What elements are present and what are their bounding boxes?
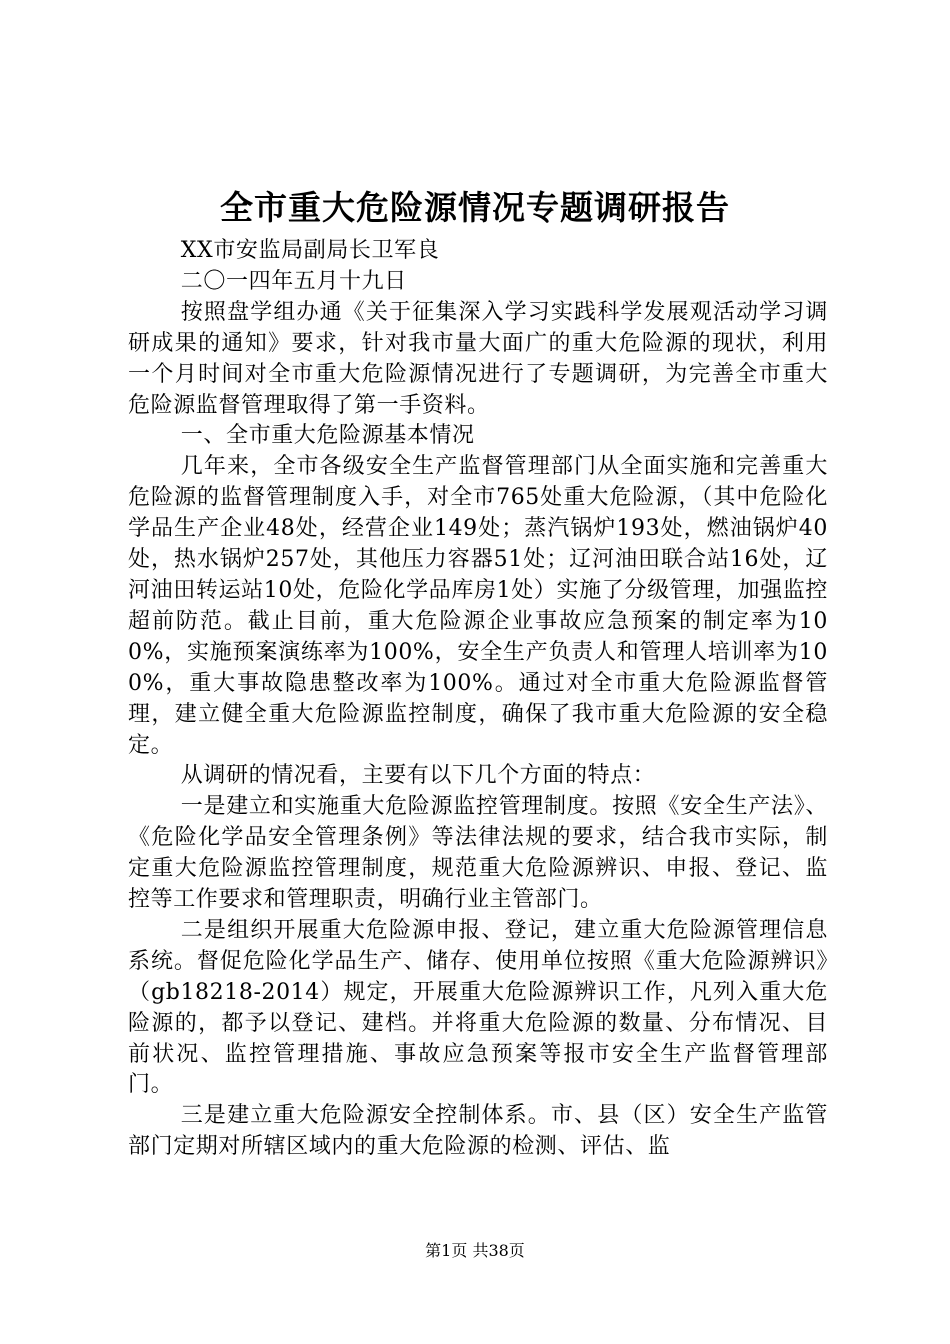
page-footer: 第1页 共38页 bbox=[425, 1241, 525, 1260]
paragraph-overview: 几年来，全市各级安全生产监督管理部门从全面实施和完善重大危险源的监督管理制度入手，对全市765处重大危险源，（其中危险化学品生产企业48处，经营企业149处；蒸汽锅炉193处，燃油锅炉40处，热水锅炉257处，其他压力容器51处；辽河油田联合站16处，辽河油田转运站10处，危险化学品库房1处）实施了分级管理，加强监控超前防范。截止目前，重大危险源企业事故应急预案的制定率为100%，实施预案演练率为100%，安全生产负责人和管理人培训率为100%，重大事故隐患整改率为100%。通过对全市重大危险源监督管理，建立健全重大危险源监控制度，确保了我市重大危险源的安全稳定。 bbox=[128, 454, 828, 758]
section-heading-1: 一、全市重大危险源基本情况 bbox=[180, 423, 475, 449]
author-line: XX市安监局副局长卫军良 bbox=[180, 238, 440, 263]
date-line: 二〇一四年五月十九日 bbox=[180, 268, 407, 294]
document-body bbox=[128, 236, 828, 1163]
paragraph-feature-1: 一是建立和实施重大危险源监控管理制度。按照《安全生产法》、《危险化学品安全管理条例》等法律法规的要求，结合我市实际，制定重大危险源监控管理制度，规范重大危险源辨识、申报、登记、监控等工作要求和管理职责，明确行业主管部门。 bbox=[128, 794, 828, 913]
paragraph-features-intro: 从调研的情况看，主要有以下几个方面的特点： bbox=[180, 763, 656, 789]
paragraph-intro: 按照盘学组办通《关于征集深入学习实践科学发展观活动学习调研成果的通知》要求，针对我市量大面广的重大危险源的现状，利用一个月时间对全市重大危险源情况进行了专题调研，为完善全市重大危险源监督管理取得了第一手资料。 bbox=[128, 299, 828, 418]
paragraph-feature-3: 三是建立重大危险源安全控制体系。市、县（区）安全生产监管部门定期对所辖区域内的重大危险源的检测、评估、监 bbox=[128, 1103, 828, 1160]
paragraph-feature-2: 二是组织开展重大危险源申报、登记，建立重大危险源管理信息系统。督促危险化学品生产、储存、使用单位按照《重大危险源辨识》（gb18218-2014）规定，开展重大危险源辨识工作，凡列入重大危险源的，都予以登记、建档。并将重大危险源的数量、分布情况、目前状况、监控管理措施、事故应急预案等报市安全生产监督管理部门。 bbox=[128, 917, 828, 1098]
document-title: 全市重大危险源情况专题调研报告 bbox=[220, 188, 730, 227]
